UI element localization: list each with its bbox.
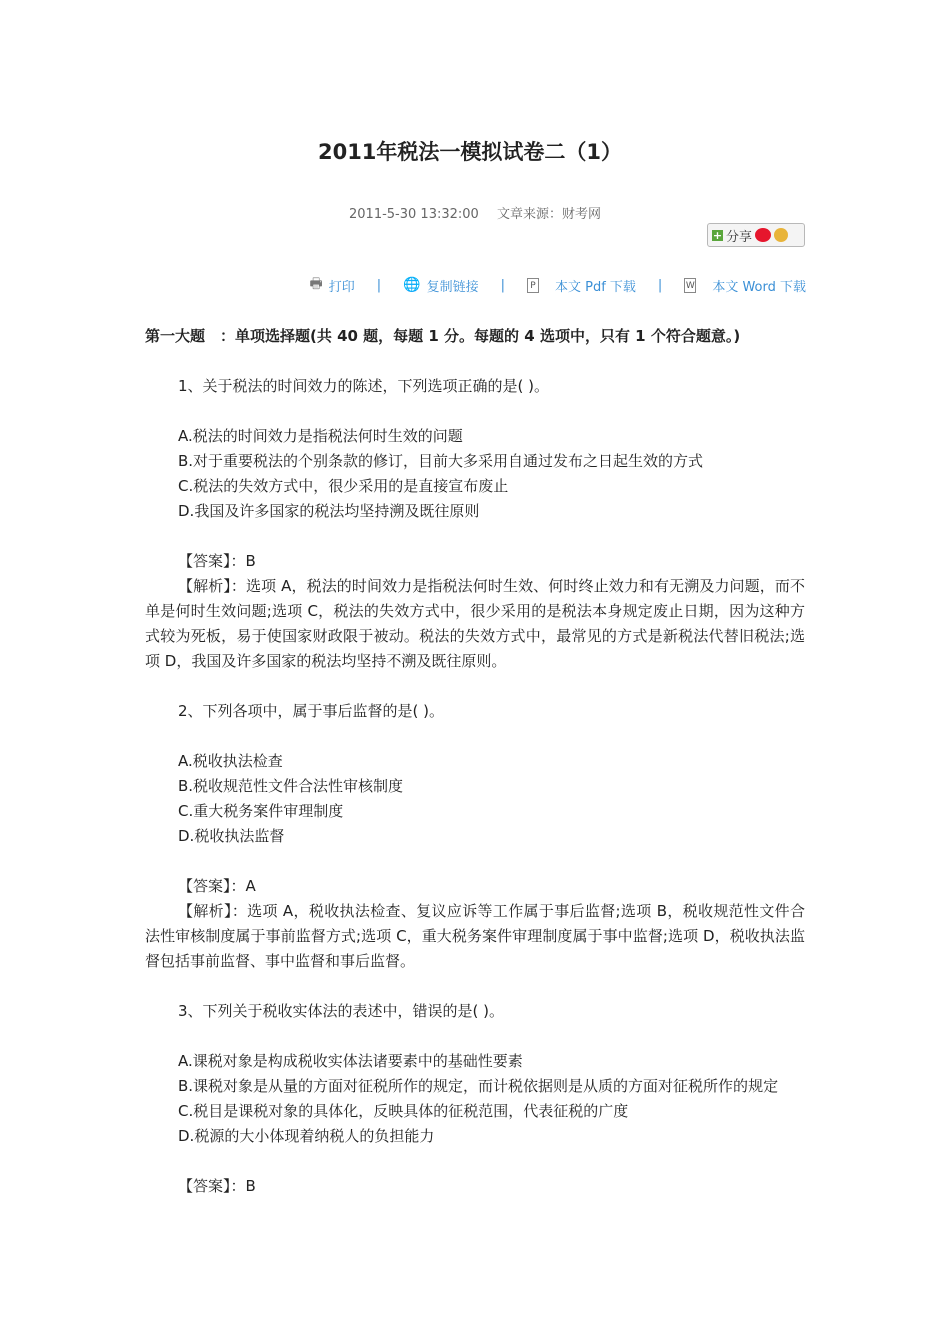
toolbar-separator: | [376,277,382,293]
publish-datetime: 2011-5-30 13:32:00 [349,207,479,222]
question-3-option-d: D.税源的大小体现着纳税人的负担能力 [178,1127,435,1145]
printer-icon: 🖶 [309,276,323,292]
word-download-label: 本文 Word 下载 [712,279,806,295]
pdf-file-icon: P [527,278,539,293]
word-file-icon: W [684,278,696,293]
question-1-option-d: D.我国及许多国家的税法均坚持溯及既往原则 [178,502,480,520]
question-2-explanation: 【解析】：选项 A，税收执法检查、复议应诉等工作属于事后监督;选项 B，税收规范性文件合法性审核制度属于事前监督方式;选项 C，重大税务案件审理制度属于事中监督;选项 D，税收执法监督包括事前监督、事中监督和事后监督。 [145,902,805,970]
toolbar-separator: | [500,277,505,293]
question-1-explanation: 【解析】：选项 A，税法的时间效力是指税法何时生效、何时终止效力和有无溯及力问题，而不单是何时生效问题;选项 C，税法的失效方式中，很少采用的是税法本身规定废止日期，因为这种方式较为死板，易于使国家财政限于被动。税法的失效方式中，最常见的方式是新税法代替旧税法;选项 D，我国及许多国家的税法均坚持不溯及既往原则。 [145,577,805,670]
article-toolbar [310,273,806,297]
pdf-download-link[interactable] [527,276,636,295]
globe-icon: 🌐 [403,277,421,293]
share-label: 分享 [726,229,753,245]
question-1-answer: 【答案】：B [178,552,256,570]
article-meta [0,203,950,222]
print-link[interactable] [310,273,355,297]
share-button[interactable] [707,223,805,247]
section-heading: 第一大题 ：单项选择题(共 40 题，每题 1 分。每题的 4 选项中，只有 1 个符合题意。) [145,327,741,345]
question-1: 1、关于税法的时间效力的陈述，下列选项正确的是( )。 [178,377,550,395]
question-2-option-d: D.税收执法监督 [178,827,285,845]
question-2-option-a: A.税收执法检查 [178,752,283,770]
question-1-option-a: A.税法的时间效力是指税法何时生效的问题 [178,427,463,445]
plus-icon: + [712,228,723,242]
question-3-option-a: A.课税对象是构成税收实体法诸要素中的基础性要素 [178,1052,523,1070]
question-1-option-b: B.对于重要税法的个别条款的修订，目前大多采用自通过发布之日起生效的方式 [178,452,704,470]
question-3-answer: 【答案】：B [178,1177,256,1195]
copy-link[interactable] [403,276,478,295]
question-2-option-c: C.重大税务案件审理制度 [178,802,344,820]
question-1-option-c: C.税法的失效方式中，很少采用的是直接宣布废止 [178,477,509,495]
page-title: 2011年税法一模拟试卷二（1） [317,140,623,164]
pdf-download-label: 本文 Pdf 下载 [554,279,636,295]
toolbar-separator: | [657,277,663,293]
question-2-answer: 【答案】：A [178,877,256,895]
weibo-icon[interactable] [755,228,771,242]
question-2-option-b: B.税收规范性文件合法性审核制度 [178,777,404,795]
question-3-option-c: C.税目是课税对象的具体化，反映具体的征税范围，代表征税的广度 [178,1102,629,1120]
question-3: 3、下列关于税收实体法的表述中，错误的是( )。 [178,1002,505,1020]
question-2: 2、下列各项中，属于事后监督的是( )。 [178,702,445,720]
question-3-option-b: B.课税对象是从量的方面对征税所作的规定，而计税依据则是从质的方面对征税所作的规定 [178,1077,779,1095]
word-download-link[interactable] [684,276,806,295]
print-label: 打印 [328,279,355,295]
qzone-icon[interactable] [774,228,788,242]
article-body [145,324,805,1199]
article-source: 文章来源：财考网 [496,207,601,222]
copy-link-label: 复制链接 [426,279,479,295]
